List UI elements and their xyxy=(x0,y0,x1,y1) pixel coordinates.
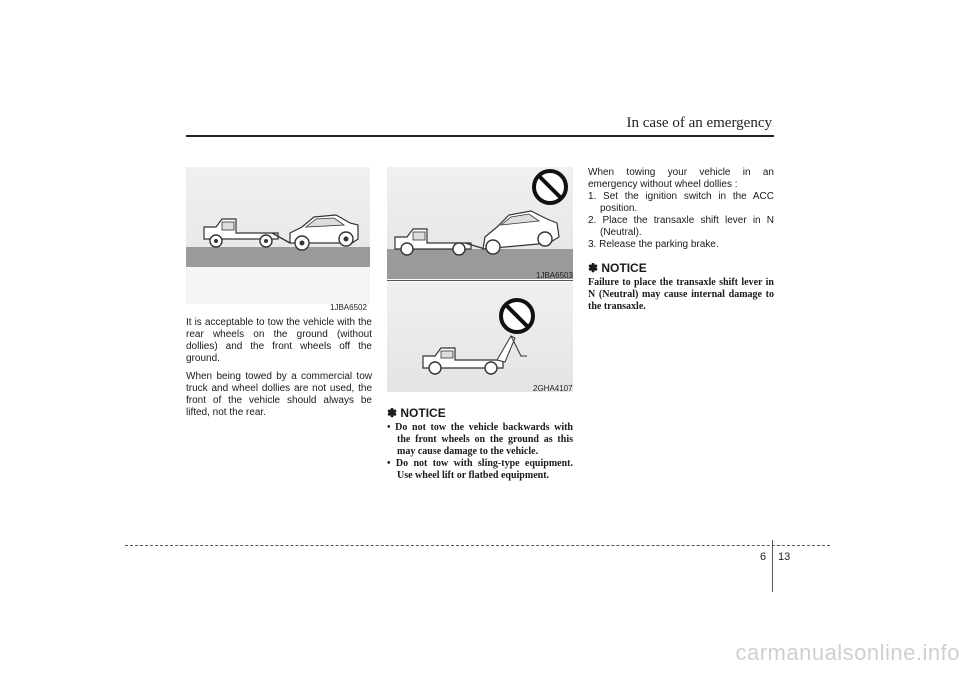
prohibited-icon xyxy=(501,300,533,332)
prohibited-icon xyxy=(534,171,566,203)
step-item: 1. Set the ignition switch in the ACC position. xyxy=(588,191,774,214)
chapter-number: 6 xyxy=(760,551,767,563)
figure-divider xyxy=(387,280,573,281)
tow-wrong-illustration xyxy=(387,167,573,279)
step-item: 3. Release the parking brake. xyxy=(588,239,719,250)
column-1-text xyxy=(186,317,372,425)
notice-list xyxy=(387,422,573,482)
figure-code-1: 1JBA6502 xyxy=(330,303,367,312)
tow-truck-illustration xyxy=(186,167,370,304)
notice-title: ✽ NOTICE xyxy=(588,261,647,275)
notice-item: • Do not tow the vehicle backwards with the front wheels on the ground as this may cause damage to the vehicle. xyxy=(387,422,573,457)
notice-title: ✽ NOTICE xyxy=(387,406,446,420)
page-number: 13 xyxy=(778,551,791,563)
watermark: carmanualsonline.info xyxy=(735,640,960,665)
towing-steps xyxy=(588,191,774,251)
section-title: In case of an emergency xyxy=(626,115,772,131)
sling-tow-illustration xyxy=(387,282,573,392)
footer-vertical-rule xyxy=(772,540,773,592)
notice-text: Failure to place the transaxle shift lever in N (Neutral) may cause internal damage to the transaxle. xyxy=(588,277,774,312)
step-item: 2. Place the transaxle shift lever in N (Neutral). xyxy=(588,215,774,238)
footer-dashed-rule xyxy=(125,545,830,546)
figure-code-2: 1JBA6503 xyxy=(536,271,573,280)
paragraph-towing-intro: When towing your vehicle in an emergency without wheel dollies : xyxy=(588,167,774,190)
figure-code-3: 2GHA4107 xyxy=(533,384,573,393)
figure-tow-truck-rear-wheels-down xyxy=(186,167,370,304)
header-rule xyxy=(186,135,774,137)
paragraph-commercial-tow: When being towed by a commercial tow truck and wheel dollies are not used, the front of the vehicle should always be lifted, not the rear. xyxy=(186,371,372,418)
figure-sling-tow-wrong xyxy=(387,282,573,392)
notice-item: • Do not tow with sling-type equipment. Use wheel lift or flatbed equipment. xyxy=(387,458,573,481)
notice-box-column-2 xyxy=(387,406,573,482)
column-3-text xyxy=(588,167,774,313)
figure-tow-wrong-front-down xyxy=(387,167,573,279)
paragraph-tow-acceptable: It is acceptable to tow the vehicle with the rear wheels on the ground (without dollies) and the front wheels off the ground. xyxy=(186,317,372,364)
